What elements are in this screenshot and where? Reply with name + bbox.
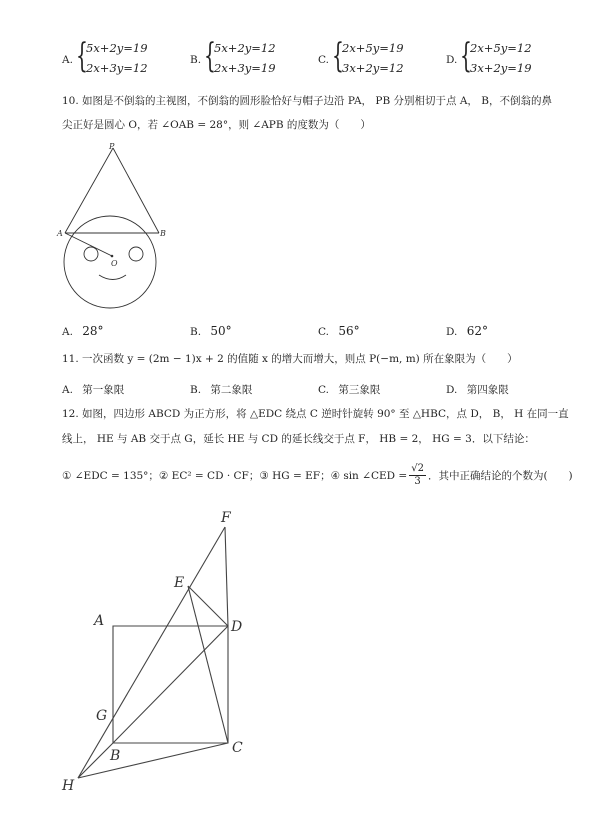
q10-option-a-value: 28° [82, 324, 104, 338]
line-bd [113, 626, 228, 743]
label-h: H [62, 778, 75, 794]
label-b: B [110, 748, 121, 764]
q11-option-b[interactable] [190, 382, 252, 397]
q12-line1: 12. 如图，四边形 ABCD 为正方形，将 △EDC 绕点 C 逆时针旋转 90° 至 △HBC，点 D， B， H 在同一直 [62, 408, 569, 420]
q9-option-b-label: B. [190, 54, 202, 66]
face-circle [64, 216, 156, 308]
q12-fraction [409, 463, 426, 488]
q10-option-d[interactable] [446, 324, 488, 338]
left-eye-icon [84, 247, 98, 261]
brace-icon: { [76, 36, 88, 76]
q10-option-b[interactable] [190, 324, 232, 338]
q9-option-a-eq2: 2x+3y=12 [86, 61, 148, 75]
label-o: O [111, 259, 118, 268]
q11-option-c-label: C. [318, 384, 329, 396]
q12-conclusions: ① ∠EDC = 135°；② EC² = CD · CF；③ HG = EF；④ sin ∠CED = [62, 469, 408, 482]
q10-option-a-label: A. [62, 326, 73, 338]
brace-icon: { [332, 36, 344, 76]
right-eye-icon [129, 247, 143, 261]
q10-line2: 尖正好是圆心 O，若 ∠OAB = 28°，则 ∠APB 的度数为（ ） [62, 119, 371, 131]
q10-option-d-value: 62° [466, 324, 489, 338]
q11-line1: 11. 一次函数 y = (2m − 1)x + 2 的值随 x 的增大而增大，则点 P(−m, m) 所在象限为（ ） [62, 353, 518, 365]
q12-line3 [62, 463, 573, 488]
line-pa [65, 148, 113, 233]
q10-figure [55, 140, 185, 320]
q10-option-c[interactable] [318, 324, 360, 338]
q10-option-b-label: B. [190, 326, 202, 338]
q10-option-a[interactable] [62, 324, 104, 338]
q9-option-d-eq1: 2x+5y=12 [470, 41, 532, 55]
q11-option-b-label: B. [190, 384, 202, 396]
label-a: A [94, 613, 105, 629]
q10-option-b-value: 50° [210, 324, 232, 338]
center-dot [111, 255, 114, 258]
q11-option-a-value: 第一象限 [82, 384, 125, 396]
q11-option-b-value: 第二象限 [210, 384, 253, 396]
q12-fraction-numerator: √2 [411, 463, 424, 474]
label-a: A [57, 229, 63, 238]
q11-option-a[interactable] [62, 382, 124, 397]
q9-option-b-eq2: 2x+3y=19 [214, 61, 276, 75]
line-fd [225, 527, 228, 626]
q11-option-d-label: D. [446, 384, 458, 396]
mouth-icon [99, 275, 126, 280]
label-g: G [96, 708, 108, 724]
label-e: E [174, 575, 185, 591]
line-hf [78, 527, 225, 778]
q11-option-c-value: 第三象限 [338, 384, 381, 396]
q9-option-d-label: D. [446, 54, 458, 66]
q12-figure [50, 500, 270, 800]
label-p: P [109, 142, 115, 151]
q9-option-c-label: C. [318, 54, 329, 66]
q10-option-c-label: C. [318, 326, 329, 338]
label-c: C [232, 740, 243, 756]
q12-fraction-denominator: 3 [414, 476, 421, 487]
label-b: B [160, 229, 166, 238]
line-pb [113, 148, 159, 233]
q9-option-c-eq1: 2x+5y=19 [342, 41, 404, 55]
line-ao [65, 233, 112, 256]
q9-option-c-eq2: 3x+2y=12 [342, 61, 404, 75]
q11-option-a-label: A. [62, 384, 73, 396]
line-ec [188, 586, 228, 743]
q12-question-tail: ．其中正确结论的个数为( ) [427, 469, 573, 482]
q10-option-c-value: 56° [338, 324, 360, 338]
label-d: D [231, 619, 243, 635]
label-f: F [221, 510, 231, 526]
q11-option-d[interactable] [446, 382, 509, 397]
line-hc [78, 743, 228, 778]
q9-option-d-eq2: 3x+2y=19 [470, 61, 532, 75]
q9-option-b-eq1: 5x+2y=12 [214, 41, 276, 55]
q9-option-a-label: A. [62, 54, 73, 66]
brace-icon: { [204, 36, 216, 76]
line-ed [188, 586, 228, 626]
q11-option-c[interactable] [318, 382, 380, 397]
q9-option-a-eq1: 5x+2y=19 [86, 41, 148, 55]
q11-option-d-value: 第四象限 [466, 384, 509, 396]
q12-line2: 线上， HE 与 AB 交于点 G，延长 HE 与 CD 的延长线交于点 F， HB = 2， HG = 3．以下结论： [62, 433, 535, 445]
q10-line1: 10. 如图是不倒翁的主视图，不倒翁的圆形脸恰好与帽子边沿 PA， PB 分别相切于点 A， B，不倒翁的鼻 [62, 95, 552, 107]
q10-option-d-label: D. [446, 326, 458, 338]
brace-icon: { [460, 36, 472, 76]
